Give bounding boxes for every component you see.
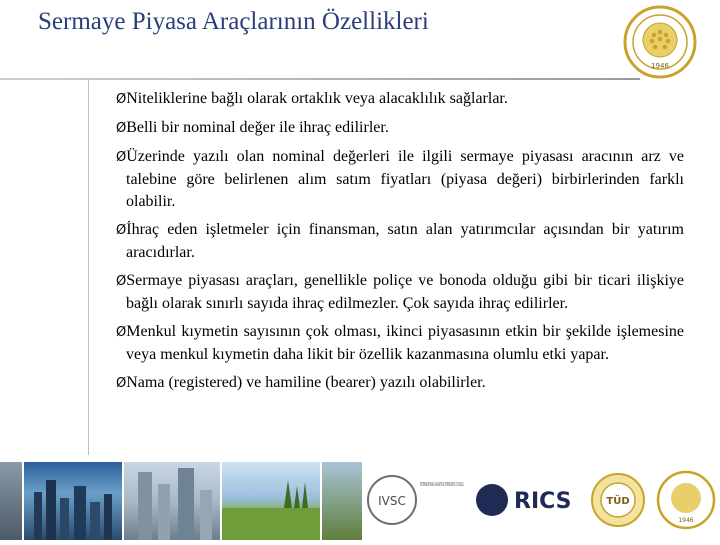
arrow-bullet-icon: Ø <box>116 121 127 136</box>
bullet-item: Øİhraç eden işletmeler için finansman, satın alan yatırımcılar açısından bir yatırım aracıdırlar. <box>116 221 684 261</box>
footer-photo-strip <box>0 462 22 540</box>
bullet-item: ØNiteliklerine bağlı olarak ortaklık veya alacaklılık sağlarlar. <box>116 90 508 107</box>
arrow-bullet-icon: Ø <box>116 223 127 238</box>
arrow-bullet-icon: Ø <box>116 150 127 165</box>
rics-text: RICS <box>514 489 572 514</box>
ivsc-abbr: IVSC <box>378 494 406 508</box>
tud-logo <box>592 474 644 526</box>
page-title: Sermaye Piyasa Araçlarının Özellikleri <box>38 8 429 35</box>
bullet-item: ØNama (registered) ve hamiline (bearer) yazılı olabilirler. <box>116 374 486 391</box>
arrow-bullet-icon: Ø <box>116 274 127 289</box>
header-divider <box>0 78 640 80</box>
bullet-item: ØSermaye piyasası araçları, genellikle poliçe ve bonoda olduğu gibi bir ticari ilişkiye bağlı olarak sınırlı sayıda ihraç edilmezler. Çok sayıda ihraç edilirler. <box>116 272 684 312</box>
city-skyline-photo <box>24 462 122 540</box>
left-rule <box>88 80 89 455</box>
bullet-item: ØÜzerinde yazılı olan nominal değerleri ile ilgili sermaye piyasası aracının arz ve talebine göre belirlenen alım satım fiyatları (piyasa değeri) birbirlerinden farklı olabilir. <box>116 148 684 210</box>
footer-photo-edge <box>322 462 362 540</box>
ivsc-logo <box>368 476 416 524</box>
university-logo-small <box>658 472 714 528</box>
partner-logos <box>364 462 720 540</box>
university-logo <box>618 4 702 80</box>
bullet-item: ØMenkul kıymetin sayısının çok olması, ikinci piyasasının etkin bir şekilde işlemesine veya menkul kıymetin daha likit bir özellik kazanmasına olumlu etki yapar. <box>116 323 684 363</box>
arrow-bullet-icon: Ø <box>116 376 127 391</box>
logo-year: 1946 <box>651 62 669 70</box>
rics-logo <box>476 484 572 516</box>
towers-photo <box>124 462 220 540</box>
arrow-bullet-icon: Ø <box>116 325 127 340</box>
tud-text: TÜD <box>606 496 630 507</box>
bullet-list <box>116 88 684 401</box>
landscape-photo <box>222 462 320 540</box>
bullet-item: ØBelli bir nominal değer ile ihraç edilirler. <box>116 119 389 136</box>
ivsc-name: INTERNATIONAL VALUATION STANDARDS COUNCIL <box>420 482 465 488</box>
small-logo-year: 1946 <box>678 517 694 524</box>
arrow-bullet-icon: Ø <box>116 92 127 107</box>
